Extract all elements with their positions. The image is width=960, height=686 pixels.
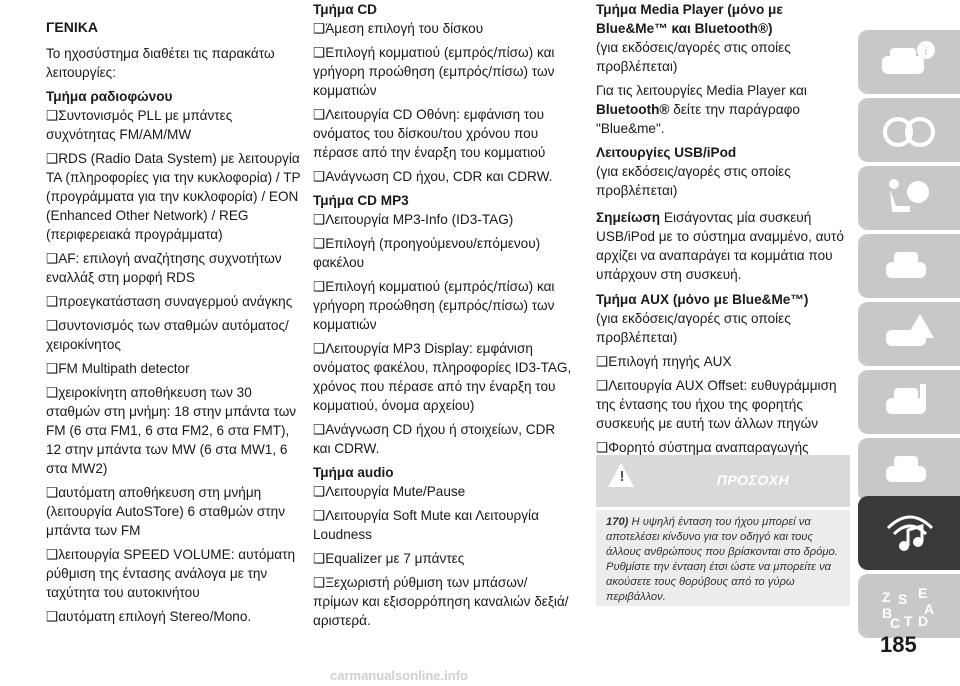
- index-letters-icon[interactable]: [858, 574, 960, 638]
- media-subtext: (για εκδόσεις/αγορές στις οποίες προβλέπεται): [596, 40, 791, 74]
- note-text: Εισάγοντας μία συσκευή USB/iPod με το σύστημα αναμμένο, αυτό αρχίζει να αναπαράγει τα κομμάτια που υπάρχουν στη συσκευή.: [596, 210, 844, 282]
- list-item: ❑ Λειτουργία MP3 Display: εμφάνιση ονόματος φακέλου, πληροφορίες ID3-TAG, χρόνος που πέρασε από την έναρξη του κομματιού, όνομα αρχείου): [313, 339, 575, 415]
- footer-watermark: carmanualsonline.info: [330, 668, 468, 683]
- list-item: ❑ Άμεση επιλογή του δίσκου: [313, 19, 575, 38]
- note-label: Σημείωση: [596, 210, 661, 225]
- usb-subtext: (για εκδόσεις/αγορές στις οποίες προβλέπεται): [596, 164, 791, 198]
- media-text-a: Για τις λειτουργίες Media Player και: [596, 83, 807, 98]
- list-item: ❑ αυτόματη αποθήκευση στη μνήμη (λειτουργία AutoSTore) 6 σταθμών στην μπάντα των FM: [46, 483, 302, 540]
- list-item: ❑ RDS (Radio Data System) με λειτουργία TA (πληροφορίες για την κυκλοφορία) / TP (προγράμματα για την κυκλοφορία) / EON (Enhanced Other Network) / REG (περιφερειακά προγράμματα): [46, 149, 302, 244]
- car-specs-icon[interactable]: [858, 438, 960, 502]
- list-item: ❑ Επιλογή κομματιού (εμπρός/πίσω) και γρήγορη προώθηση (εμπρός/πίσω) των κομματιών: [313, 277, 575, 334]
- list-item: ❑ Equalizer με 7 μπάντες: [313, 549, 575, 568]
- audio-heading: Τμήμα audio: [313, 465, 394, 480]
- list-item: ❑ Φορητό σύστημα αναπαραγωγής: [596, 438, 850, 457]
- media-heading: Τμήμα Media Player (μόνο με Blue&Me™ και Bluetooth®): [596, 2, 783, 36]
- list-item: ❑ προεγκατάσταση συναγερμού ανάγκης: [46, 292, 302, 311]
- airbag-seat-icon[interactable]: [858, 166, 960, 230]
- list-item: ❑ Λειτουργία Soft Mute και Λειτουργία Loudness: [313, 506, 575, 544]
- list-item: ❑ αυτόματη επιλογή Stereo/Mono.: [46, 607, 302, 626]
- warning-body: Η υψηλή ένταση του ήχου μπορεί να αποτελέσει κίνδυνο για τον οδηγό και τους άλλους ανθρώπους που βρίσκονται στο δρόμο. Ρυθμίστε την ένταση έτσι ώστε να μπορείτε να ακούσετε τους θορύβους από το γύρω περιβάλλον.: [606, 516, 838, 603]
- aux-subtext: (για εκδόσεις/αγορές στις οποίες προβλέπεται): [596, 311, 791, 345]
- svg-text:B: B: [882, 605, 893, 621]
- car-key-icon[interactable]: [858, 234, 960, 298]
- list-item: ❑ λειτουργία SPEED VOLUME: αυτόματη ρύθμιση της έντασης ανάλογα με την ταχύτητα του αυτοκινήτου: [46, 545, 302, 602]
- warning-title: ΠΡΟΣΟΧΗ: [716, 472, 790, 488]
- column-middle: [313, 0, 575, 635]
- svg-text:Z: Z: [882, 589, 891, 605]
- list-item: ❑ Επιλογή (προηγούμενου/επόμενου) φακέλου: [313, 234, 575, 272]
- list-item: ❑ Λειτουργία MP3-Info (ID3-TAG): [313, 210, 575, 229]
- aux-heading: Τμήμα AUX (μόνο με Blue&Me™): [596, 292, 809, 307]
- column-left: [46, 18, 302, 631]
- svg-text:A: A: [924, 601, 935, 617]
- list-item: ❑ Συντονισμός PLL με μπάντες συχνότητας FM/AM/MW: [46, 106, 302, 144]
- warning-number: 170): [606, 516, 629, 528]
- list-item: ❑ Ανάγνωση CD ήχου, CDR και CDRW.: [313, 167, 575, 186]
- svg-text:E: E: [918, 585, 928, 601]
- list-item: ❑ Επιλογή κομματιού (εμπρός/πίσω) και γρήγορη προώθηση (εμπρός/πίσω) των κομματιών: [313, 43, 575, 100]
- warning-banner: ! ΠΡΟΣΟΧΗ: [596, 455, 850, 507]
- bluetooth-label: Bluetooth®: [596, 102, 670, 117]
- section-title: ΓΕΝΙΚΑ: [46, 19, 98, 35]
- warning-text: [606, 515, 842, 605]
- list-item: ❑ Λειτουργία AUX Offset: ευθυγράμμιση της έντασης του ήχου της φορητής συσκευής με αυτή των άλλων πηγών: [596, 376, 850, 433]
- mp3-heading: Τμήμα CD MP3: [313, 193, 409, 208]
- media-text-b: δείτε την παράγραφο "Blue&me".: [596, 102, 800, 136]
- multimedia-icon[interactable]: [858, 496, 960, 570]
- warning-car-icon[interactable]: [858, 302, 960, 366]
- warning-box: [596, 510, 850, 606]
- intro-text: Το ηχοσύστημα διαθέτει τις παρακάτω λειτουργίες:: [46, 46, 275, 80]
- list-item: ❑ Λειτουργία Mute/Pause: [313, 482, 575, 501]
- list-item: ❑ Ξεχωριστή ρύθμιση των μπάσων/ πρίμων και εξισορρόπηση καναλιών δεξιά/αριστερά.: [313, 573, 575, 630]
- list-item: ❑ Επιλογή πηγής AUX: [596, 352, 850, 371]
- list-item: ❑ Ανάγνωση CD ήχου ή στοιχείων, CDR και CDRW.: [313, 420, 575, 458]
- page-number: 185: [880, 632, 917, 657]
- list-item: ❑ FM Multipath detector: [46, 359, 302, 378]
- svg-text:T: T: [904, 613, 913, 628]
- svg-text:C: C: [890, 615, 901, 628]
- usb-heading: Λειτουργίες USB/iPod: [596, 145, 737, 160]
- svg-text:S: S: [898, 591, 908, 607]
- list-item: ❑ συντονισμός των σταθμών αυτόματος/χειροκίνητος: [46, 316, 302, 354]
- list-item: ❑ χειροκίνητη αποθήκευση των 30 σταθμών στη μνήμη: 18 στην μπάντα των FM (6 στα FM1, 6 στα FM2, 6 στα FMT), 12 στην μπάντα των MW (6 στα MW1, 6 στα MW2): [46, 383, 302, 478]
- note-paragraph: [596, 208, 850, 284]
- cd-heading: Τμήμα CD: [313, 2, 377, 17]
- car-service-icon[interactable]: [858, 370, 960, 434]
- list-item: ❑ AF: επιλογή αναζήτησης συχνοτήτων εναλλάξ στη μορφή RDS: [46, 249, 302, 287]
- car-info-icon[interactable]: [858, 30, 960, 94]
- media-text: [596, 81, 850, 138]
- radio-heading: Τμήμα ραδιοφώνου: [46, 89, 173, 104]
- svg-text:D: D: [918, 613, 929, 628]
- column-right: [596, 0, 850, 462]
- list-item: ❑ Λειτουργία CD Οθόνη: εμφάνιση του ονόματος του δίσκου/του χρόνου που πέρασε από την έναρξη του κομματιού: [313, 105, 575, 162]
- radio-list: [46, 106, 302, 626]
- dashboard-icon[interactable]: [858, 98, 960, 162]
- svg-text:i: i: [924, 43, 928, 58]
